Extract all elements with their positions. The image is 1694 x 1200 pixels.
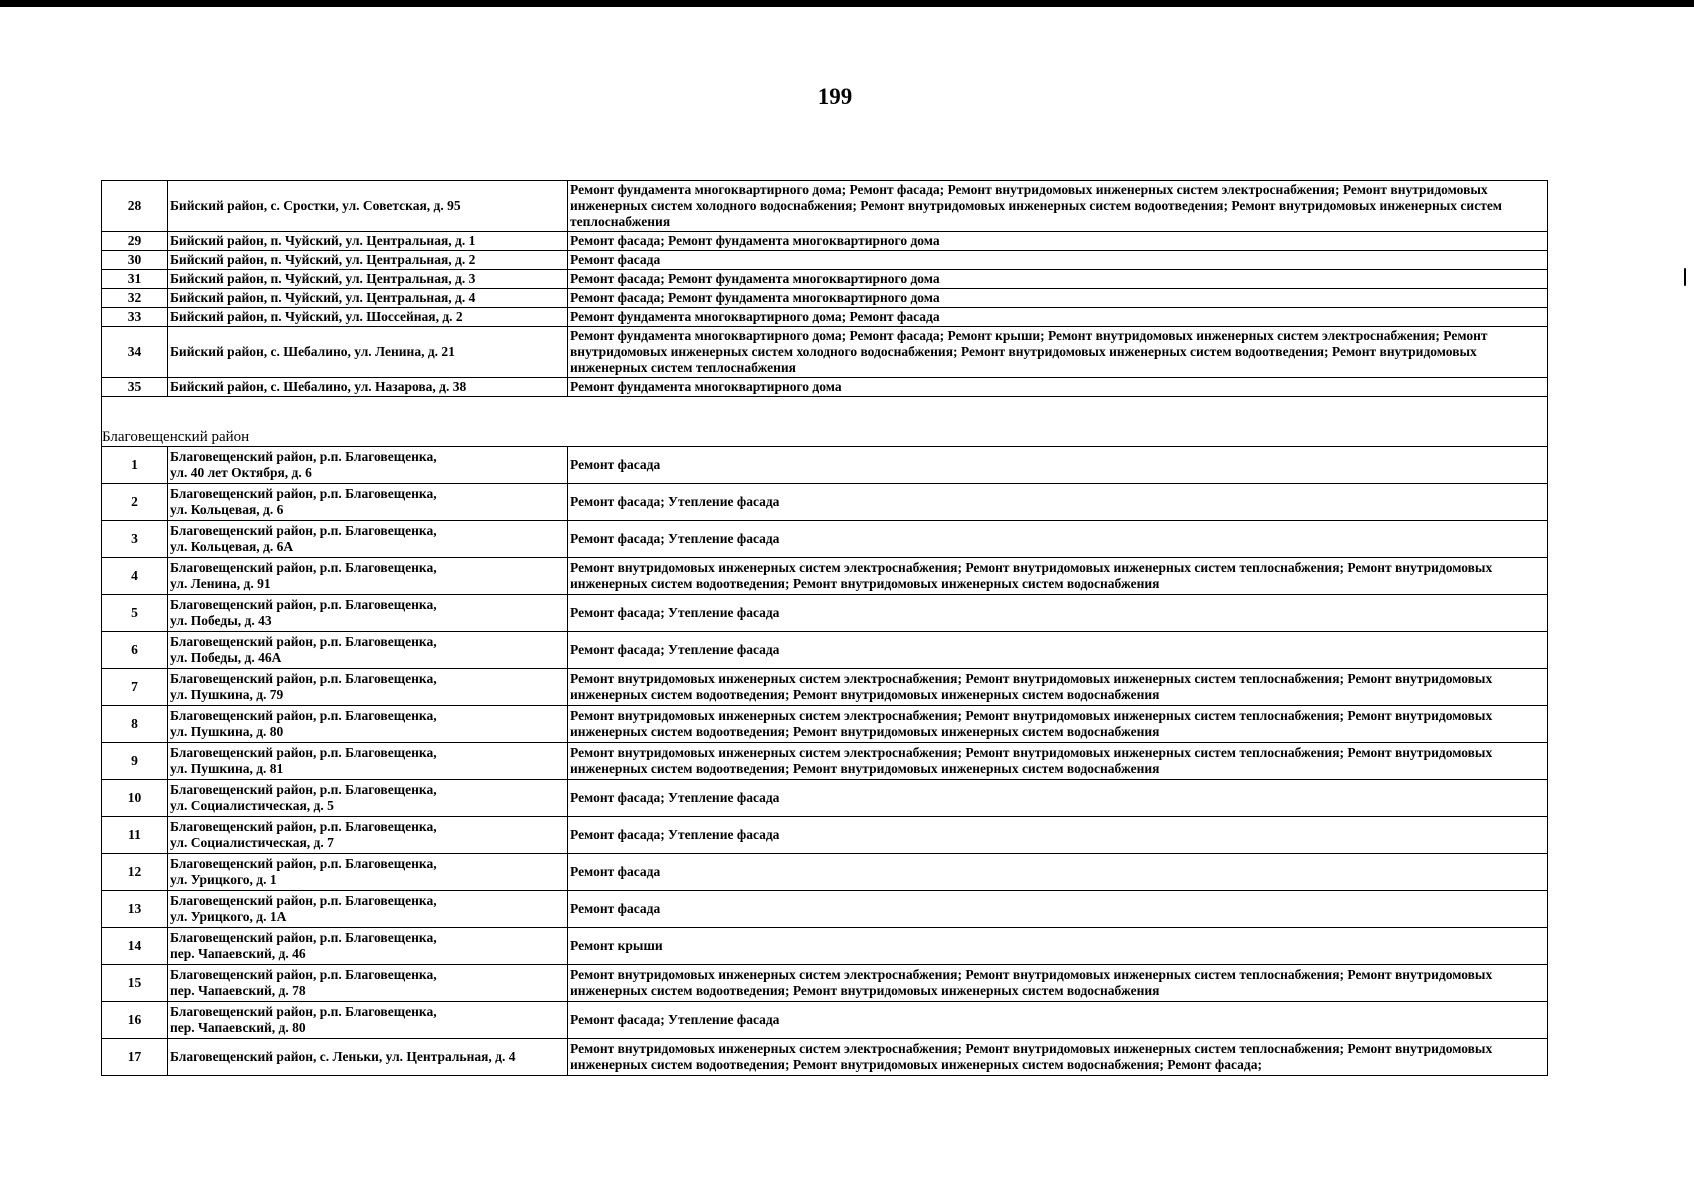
row-works: Ремонт фасада; Утепление фасада <box>568 1002 1548 1039</box>
address-line-1: Благовещенский район, с. Леньки, ул. Центральная, д. 4 <box>170 1049 516 1064</box>
table-row <box>102 965 1548 1002</box>
row-works: Ремонт внутридомовых инженерных систем электроснабжения; Ремонт внутридомовых инженерных систем теплоснабжения; Ремонт внутридомовых инженерных систем водоотведения; Ремонт внутридомовых инженерных систем водоснабжения <box>568 558 1548 595</box>
row-address <box>168 1039 568 1076</box>
row-works: Ремонт внутридомовых инженерных систем электроснабжения; Ремонт внутридомовых инженерных систем теплоснабжения; Ремонт внутридомовых инженерных систем водоотведения; Ремонт внутридомовых инженерных систем водоснабжения; Ремонт фасада; <box>568 1039 1548 1076</box>
row-address <box>168 780 568 817</box>
address-line-1: Благовещенский район, р.п. Благовещенка, <box>170 597 437 612</box>
row-address <box>168 928 568 965</box>
table-section-blagoveshchensk <box>102 447 1548 1076</box>
table-row <box>102 854 1548 891</box>
table-row <box>102 817 1548 854</box>
table-row <box>102 1002 1548 1039</box>
address-line-2: пер. Чапаевский, д. 80 <box>170 1020 306 1035</box>
row-address <box>168 891 568 928</box>
row-works: Ремонт фасада; Утепление фасада <box>568 595 1548 632</box>
table-row <box>102 632 1548 669</box>
address-line-2: ул. Кольцевая, д. 6А <box>170 539 294 554</box>
row-number: 29 <box>102 232 168 251</box>
address-line-2: пер. Чапаевский, д. 46 <box>170 946 306 961</box>
table-row <box>102 669 1548 706</box>
row-address <box>168 743 568 780</box>
section-title: Благовещенский район <box>102 425 1548 447</box>
address-line-1: Благовещенский район, р.п. Благовещенка, <box>170 1004 437 1019</box>
scan-edge-mark <box>1684 268 1686 286</box>
row-works: Ремонт фундамента многоквартирного дома <box>568 378 1548 397</box>
row-works: Ремонт внутридомовых инженерных систем электроснабжения; Ремонт внутридомовых инженерных систем теплоснабжения; Ремонт внутридомовых инженерных систем водоотведения; Ремонт внутридомовых инженерных систем водоснабжения <box>568 706 1548 743</box>
row-works: Ремонт фундамента многоквартирного дома; Ремонт фасада <box>568 308 1548 327</box>
row-address: Бийский район, с. Шебалино, ул. Ленина, д. 21 <box>168 327 568 378</box>
address-line-2: пер. Чапаевский, д. 78 <box>170 983 306 998</box>
row-address <box>168 854 568 891</box>
row-number: 33 <box>102 308 168 327</box>
row-works: Ремонт внутридомовых инженерных систем электроснабжения; Ремонт внутридомовых инженерных систем теплоснабжения; Ремонт внутридомовых инженерных систем водоотведения; Ремонт внутридомовых инженерных систем водоснабжения <box>568 743 1548 780</box>
row-address <box>168 521 568 558</box>
row-number: 11 <box>102 817 168 854</box>
row-address <box>168 558 568 595</box>
address-line-1: Благовещенский район, р.п. Благовещенка, <box>170 523 437 538</box>
row-works: Ремонт внутридомовых инженерных систем электроснабжения; Ремонт внутридомовых инженерных систем теплоснабжения; Ремонт внутридомовых инженерных систем водоотведения; Ремонт внутридомовых инженерных систем водоснабжения <box>568 965 1548 1002</box>
address-line-2: ул. Ленина, д. 91 <box>170 576 271 591</box>
row-address: Бийский район, с. Сростки, ул. Советская, д. 95 <box>168 181 568 232</box>
table-row <box>102 181 1548 232</box>
section-spacer <box>102 397 1548 426</box>
address-line-2: ул. Урицкого, д. 1 <box>170 872 277 887</box>
address-line-2: ул. Кольцевая, д. 6 <box>170 502 284 517</box>
row-number: 7 <box>102 669 168 706</box>
row-address <box>168 669 568 706</box>
address-line-2: ул. Победы, д. 46А <box>170 650 282 665</box>
address-line-1: Благовещенский район, р.п. Благовещенка, <box>170 449 437 464</box>
row-number: 16 <box>102 1002 168 1039</box>
row-works: Ремонт фундамента многоквартирного дома; Ремонт фасада; Ремонт крыши; Ремонт внутридомовых инженерных систем электроснабжения; Ремонт внутридомовых инженерных систем холодного водоснабжения; Ремонт внутридомовых инженерных систем водоотведения; Ремонт внутридомовых инженерных систем теплоснабжения <box>568 327 1548 378</box>
table-row <box>102 251 1548 270</box>
row-number: 35 <box>102 378 168 397</box>
row-works: Ремонт фасада; Утепление фасада <box>568 632 1548 669</box>
address-line-1: Благовещенский район, р.п. Благовещенка, <box>170 634 437 649</box>
row-number: 4 <box>102 558 168 595</box>
row-works: Ремонт фасада; Ремонт фундамента многоквартирного дома <box>568 270 1548 289</box>
section-header-block <box>102 397 1548 447</box>
address-line-1: Благовещенский район, р.п. Благовещенка, <box>170 930 437 945</box>
row-number: 9 <box>102 743 168 780</box>
row-works: Ремонт фундамента многоквартирного дома; Ремонт фасада; Ремонт внутридомовых инженерных систем электроснабжения; Ремонт внутридомовых инженерных систем холодного водоснабжения; Ремонт внутридомовых инженерных систем водоотведения; Ремонт внутридомовых инженерных систем теплоснабжения <box>568 181 1548 232</box>
address-line-1: Благовещенский район, р.п. Благовещенка, <box>170 967 437 982</box>
table-row <box>102 232 1548 251</box>
row-works: Ремонт фасада <box>568 447 1548 484</box>
table-row <box>102 484 1548 521</box>
row-address: Бийский район, с. Шебалино, ул. Назарова, д. 38 <box>168 378 568 397</box>
row-works: Ремонт фасада; Ремонт фундамента многоквартирного дома <box>568 289 1548 308</box>
row-works: Ремонт фасада; Ремонт фундамента многоквартирного дома <box>568 232 1548 251</box>
row-address <box>168 1002 568 1039</box>
table-row <box>102 743 1548 780</box>
row-number: 13 <box>102 891 168 928</box>
row-address <box>168 817 568 854</box>
address-line-1: Благовещенский район, р.п. Благовещенка, <box>170 856 437 871</box>
row-number: 6 <box>102 632 168 669</box>
row-address: Бийский район, п. Чуйский, ул. Центральная, д. 3 <box>168 270 568 289</box>
row-address <box>168 965 568 1002</box>
row-number: 2 <box>102 484 168 521</box>
address-line-2: ул. Социалистическая, д. 5 <box>170 798 334 813</box>
row-works: Ремонт фасада; Утепление фасада <box>568 817 1548 854</box>
address-line-1: Благовещенский район, р.п. Благовещенка, <box>170 782 437 797</box>
address-line-2: ул. Урицкого, д. 1А <box>170 909 287 924</box>
table-row <box>102 327 1548 378</box>
row-number: 34 <box>102 327 168 378</box>
table-row <box>102 521 1548 558</box>
table-row <box>102 308 1548 327</box>
address-line-2: ул. 40 лет Октября, д. 6 <box>170 465 312 480</box>
address-line-2: ул. Пушкина, д. 79 <box>170 687 284 702</box>
repair-works-table <box>101 180 1548 1076</box>
row-address: Бийский район, п. Чуйский, ул. Центральная, д. 2 <box>168 251 568 270</box>
row-number: 1 <box>102 447 168 484</box>
address-line-1: Благовещенский район, р.п. Благовещенка, <box>170 671 437 686</box>
page-number: 199 <box>817 84 853 109</box>
row-number: 15 <box>102 965 168 1002</box>
table-row <box>102 706 1548 743</box>
row-number: 28 <box>102 181 168 232</box>
row-works: Ремонт фасада; Утепление фасада <box>568 484 1548 521</box>
address-line-1: Благовещенский район, р.п. Благовещенка, <box>170 708 437 723</box>
address-line-2: ул. Победы, д. 43 <box>170 613 272 628</box>
row-works: Ремонт внутридомовых инженерных систем электроснабжения; Ремонт внутридомовых инженерных систем теплоснабжения; Ремонт внутридомовых инженерных систем водоотведения; Ремонт внутридомовых инженерных систем водоснабжения <box>568 669 1548 706</box>
row-number: 14 <box>102 928 168 965</box>
table-row <box>102 558 1548 595</box>
row-address: Бийский район, п. Чуйский, ул. Центральная, д. 4 <box>168 289 568 308</box>
row-works: Ремонт фасада; Утепление фасада <box>568 521 1548 558</box>
table-row <box>102 1039 1548 1076</box>
table-row <box>102 289 1548 308</box>
row-works: Ремонт фасада <box>568 251 1548 270</box>
section-title-row <box>102 425 1548 447</box>
row-address: Бийский район, п. Чуйский, ул. Шоссейная, д. 2 <box>168 308 568 327</box>
address-line-1: Благовещенский район, р.п. Благовещенка, <box>170 486 437 501</box>
address-line-1: Благовещенский район, р.п. Благовещенка, <box>170 745 437 760</box>
row-number: 10 <box>102 780 168 817</box>
address-line-2: ул. Пушкина, д. 80 <box>170 724 284 739</box>
address-line-1: Благовещенский район, р.п. Благовещенка, <box>170 560 437 575</box>
row-address <box>168 595 568 632</box>
table-row <box>102 595 1548 632</box>
row-number: 32 <box>102 289 168 308</box>
row-address <box>168 447 568 484</box>
row-address <box>168 484 568 521</box>
row-works: Ремонт фасада; Утепление фасада <box>568 780 1548 817</box>
row-works: Ремонт фасада <box>568 854 1548 891</box>
address-line-1: Благовещенский район, р.п. Благовещенка, <box>170 893 437 908</box>
table-row <box>102 891 1548 928</box>
table-row <box>102 447 1548 484</box>
row-number: 17 <box>102 1039 168 1076</box>
row-address <box>168 706 568 743</box>
row-address <box>168 632 568 669</box>
table-section-biysk <box>102 181 1548 397</box>
row-address: Бийский район, п. Чуйский, ул. Центральная, д. 1 <box>168 232 568 251</box>
row-number: 8 <box>102 706 168 743</box>
table-row <box>102 780 1548 817</box>
table-row <box>102 378 1548 397</box>
table-row <box>102 928 1548 965</box>
address-line-2: ул. Пушкина, д. 81 <box>170 761 284 776</box>
scan-top-border <box>0 0 1694 7</box>
row-number: 3 <box>102 521 168 558</box>
row-works: Ремонт крыши <box>568 928 1548 965</box>
row-number: 12 <box>102 854 168 891</box>
row-number: 30 <box>102 251 168 270</box>
table-row <box>102 270 1548 289</box>
address-line-1: Благовещенский район, р.п. Благовещенка, <box>170 819 437 834</box>
row-number: 5 <box>102 595 168 632</box>
row-works: Ремонт фасада <box>568 891 1548 928</box>
row-number: 31 <box>102 270 168 289</box>
address-line-2: ул. Социалистическая, д. 7 <box>170 835 334 850</box>
